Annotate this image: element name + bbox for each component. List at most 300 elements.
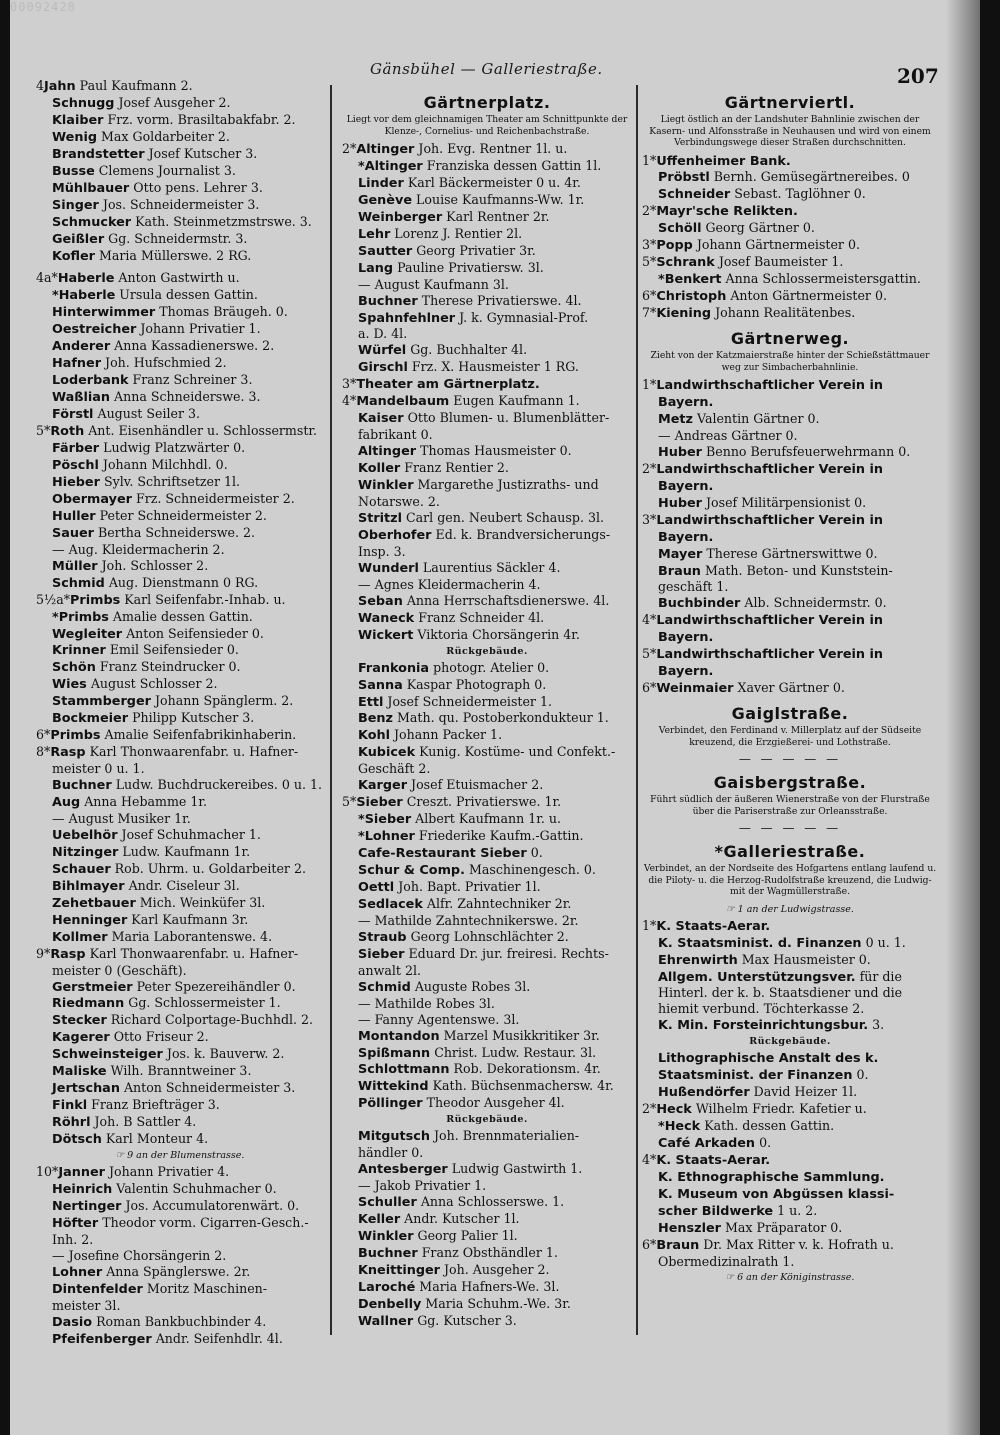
resident-details: Josef Schneidermeister 1.	[387, 693, 552, 709]
resident-name: Wenig	[52, 129, 97, 145]
directory-entry	[642, 1169, 938, 1186]
resident-name: Laroché	[358, 1279, 416, 1295]
resident-details: für die	[859, 968, 902, 984]
resident-name: Wunderl	[358, 560, 419, 576]
resident-details: Ed. k. Brandversicherungs-	[435, 526, 611, 542]
house-number: 5*	[342, 794, 357, 810]
resident-details: Joh. Hufschmied 2.	[105, 355, 227, 371]
resident-name: *Heck	[658, 1119, 701, 1135]
resident-name: Kohl	[358, 728, 390, 744]
resident-name: Popp	[656, 238, 693, 254]
rear-building-heading: Rückgebäude.	[446, 645, 528, 657]
directory-entry	[36, 609, 324, 626]
resident-name: Busse	[52, 163, 95, 179]
resident-name: Buchner	[358, 293, 418, 309]
directory-entry	[642, 478, 938, 495]
resident-details: Joh. Evg. Rentner 1l. u.	[418, 141, 568, 156]
resident-name: Mandelbaum	[356, 394, 450, 410]
directory-entry	[342, 443, 632, 460]
directory-entry	[342, 1061, 632, 1078]
street-description: Zieht von der Katzmaierstraße hinter der Schießstättmauer weg zur Simbacherbahnlinie.	[650, 350, 930, 373]
resident-details: Aug. Dienstmann 0 RG.	[108, 574, 259, 590]
house-number: 6*	[642, 1236, 657, 1252]
resident-details: Anton Schneidermeister 3.	[123, 1080, 296, 1096]
directory-entry	[642, 428, 938, 444]
resident-name: Schrank	[656, 255, 715, 271]
directory-entry	[342, 141, 632, 158]
resident-details: David Heizer 1l.	[753, 1084, 858, 1100]
directory-entry	[36, 1215, 324, 1232]
resident-details: 0 u. 1.	[865, 934, 906, 950]
resident-name: K. Ethnographische Sammlung.	[658, 1169, 885, 1185]
resident-details: Alfr. Zahntechniker 2r.	[426, 895, 572, 911]
resident-name: Roth	[50, 424, 85, 440]
resident-name: Schmid	[358, 979, 411, 995]
directory-entry	[342, 913, 632, 929]
directory-entry	[342, 946, 632, 963]
resident-name: Sedlacek	[358, 896, 423, 912]
resident-details: Carl gen. Neubert Schausp. 3l.	[406, 509, 604, 525]
resident-details: Andr. Seifenhdlr. 4l.	[155, 1330, 283, 1346]
resident-details: Amalie dessen Gattin.	[112, 608, 253, 624]
resident-details: Franziska dessen Gattin 1l.	[426, 157, 602, 173]
house-number: 3*	[342, 376, 357, 392]
directory-entry	[642, 153, 938, 170]
resident-details: Kath. Büchsenmachersw. 4r.	[432, 1078, 614, 1094]
resident-details: Anna Herrschaftsdienerswe. 4l.	[406, 592, 610, 608]
house-number: 4*	[342, 393, 357, 409]
resident-details: Anna Schneiderswe. 3.	[114, 389, 261, 405]
directory-entry	[36, 1097, 324, 1114]
resident-name: Keller	[358, 1212, 401, 1228]
resident-details: — Agnes Kleidermacherin 4.	[358, 576, 541, 592]
resident-name: Schauer	[52, 861, 111, 877]
resident-name: Schuller	[358, 1195, 417, 1211]
resident-details: 3.	[872, 1017, 885, 1033]
resident-details: Johann Spänglerm. 2.	[154, 693, 294, 709]
resident-name: Wies	[52, 677, 87, 693]
resident-details: Therese Privatierswe. 4l.	[421, 292, 582, 308]
resident-name: Bayern.	[658, 394, 714, 410]
resident-name: Henszler	[658, 1220, 721, 1236]
resident-details: Math. Beton- und Kunststein-	[704, 562, 893, 578]
resident-details: Inh. 2.	[52, 1231, 94, 1247]
resident-details: Mich. Weinküfer 3l.	[139, 894, 266, 910]
resident-details: Thomas Hausmeister 0.	[420, 443, 572, 459]
resident-details: Anton Gastwirth u.	[118, 270, 240, 286]
directory-entry	[342, 896, 632, 913]
resident-name: Heinrich	[52, 1182, 113, 1197]
resident-details: Georg Privatier 3r.	[416, 242, 536, 258]
resident-details: 0.	[759, 1135, 772, 1151]
directory-entry	[342, 544, 632, 560]
resident-name: Sieber	[356, 795, 403, 811]
directory-entry	[642, 529, 938, 546]
resident-details: Geschäft 2.	[358, 761, 431, 777]
house-number: 6*	[642, 288, 657, 304]
street-heading: Gaisbergstraße.	[713, 773, 867, 793]
directory-entry	[36, 1063, 324, 1080]
house-number: 1*	[642, 917, 657, 933]
resident-details: Obermedizinalrath 1.	[658, 1253, 795, 1269]
resident-name: Rasp	[50, 946, 86, 962]
directory-entry	[642, 1001, 938, 1017]
resident-name: Winkler	[358, 478, 414, 494]
resident-name: Braun	[656, 1237, 700, 1253]
resident-details: Johann Milchhdl. 0.	[102, 456, 228, 472]
resident-details: Sebast. Taglöhner 0.	[734, 186, 866, 202]
directory-entry	[36, 558, 324, 575]
resident-details: 0.	[856, 1067, 869, 1083]
resident-name: Karger	[358, 778, 408, 794]
directory-entry	[342, 410, 632, 427]
resident-details: photogr. Atelier 0.	[433, 659, 550, 675]
resident-details: Insp. 3.	[358, 543, 406, 559]
resident-details: 0.	[530, 845, 543, 861]
resident-name: Wegleiter	[52, 626, 123, 642]
directory-entry	[642, 563, 938, 580]
directory-entry	[36, 112, 324, 129]
resident-name: Schmucker	[52, 214, 132, 230]
resident-name: Bayern.	[658, 529, 714, 545]
resident-details: Otto Friseur 2.	[113, 1029, 209, 1045]
directory-entry	[36, 861, 324, 878]
resident-name: Sieber	[358, 946, 405, 962]
resident-details: Valentin Gärtner 0.	[697, 410, 820, 426]
resident-name: Winkler	[358, 1229, 414, 1245]
resident-name: scher Bildwerke	[658, 1203, 774, 1219]
directory-entry	[36, 231, 324, 248]
directory-entry	[36, 827, 324, 844]
resident-name: Café Arkaden	[658, 1136, 756, 1152]
resident-details: Franz Briefträger 3.	[91, 1097, 220, 1113]
directory-entry	[36, 525, 324, 542]
street-description: Verbindet, an der Nordseite des Hofgartens entlang laufend u. die Piloty- u. die Herzog-Rudolfstraße kreuzend, die Ludwig- mit der Wagmüllerstraße.	[643, 863, 937, 898]
directory-entry	[36, 844, 324, 861]
resident-details: Laurentius Säckler 4.	[422, 559, 561, 575]
resident-details: — Aug. Kleidermacherin 2.	[52, 541, 225, 557]
directory-entry	[642, 1237, 938, 1254]
directory-entry	[642, 1203, 938, 1220]
directory-entry	[342, 1211, 632, 1228]
directory-entry	[36, 676, 324, 693]
resident-name: Bayern.	[658, 630, 714, 646]
house-number: 2*	[642, 460, 657, 476]
directory-entry	[36, 197, 324, 214]
directory-entry	[642, 377, 938, 394]
house-number: 2*	[642, 203, 657, 219]
resident-details: Rob. Uhrm. u. Goldarbeiter 2.	[114, 860, 306, 876]
directory-entry	[342, 277, 632, 293]
directory-entry	[642, 969, 938, 986]
resident-name: Schöll	[658, 221, 702, 237]
directory-entry	[642, 680, 938, 697]
directory-entry	[642, 1084, 938, 1101]
resident-name: Kollmer	[52, 929, 108, 945]
resident-details: Margarethe Justizraths- und	[417, 477, 599, 493]
directory-entry	[36, 457, 324, 474]
resident-details: Benno Berufsfeuerwehrmann 0.	[706, 443, 911, 459]
resident-details: August Schlosser 2.	[90, 676, 218, 692]
resident-details: Frz. Schneidermeister 2.	[135, 490, 295, 506]
resident-name: Kofler	[52, 248, 95, 264]
directory-entry	[342, 577, 632, 593]
resident-details: Kunig. Kostüme- und Confekt.-	[419, 744, 616, 760]
directory-entry	[36, 777, 324, 794]
resident-details: Karl Kaufmann 3r.	[131, 911, 249, 927]
directory-entry	[342, 1145, 632, 1161]
directory-entry	[342, 1161, 632, 1178]
directory-entry	[342, 1012, 632, 1028]
separator-dashes: — — — — —	[738, 821, 842, 836]
resident-name: *Benkert	[658, 272, 722, 288]
resident-details: Josef Etuismacher 2.	[411, 777, 544, 793]
resident-name: Landwirthschaftlicher Verein in	[656, 512, 883, 528]
directory-entry	[342, 1095, 632, 1112]
resident-details: Jos. k. Bauverw. 2.	[166, 1046, 285, 1062]
directory-entry	[342, 342, 632, 359]
resident-name: Kneittinger	[358, 1262, 440, 1278]
resident-details: hiemit verbund. Töchterkasse 2.	[658, 1001, 865, 1017]
separator-dashes: — — — — —	[738, 752, 842, 767]
directory-entry	[342, 209, 632, 226]
resident-details: Frz. vorm. Brasiltabakfabr. 2.	[107, 111, 296, 127]
resident-details: — August Kaufmann 3l.	[358, 276, 509, 292]
directory-entry	[342, 1279, 632, 1296]
house-number: 7*	[642, 305, 657, 321]
resident-details: — Mathilde Zahntechnikerswe. 2r.	[358, 912, 579, 928]
directory-entry	[342, 963, 632, 979]
resident-details: Karl Rentner 2r.	[446, 208, 550, 224]
directory-entry	[342, 996, 632, 1012]
directory-entry	[342, 494, 632, 510]
directory-entry	[642, 305, 938, 322]
resident-details: Johann Realitätenbes.	[715, 305, 856, 321]
cross-reference-note: ☞ 6 an der Königinstrasse.	[725, 1271, 855, 1283]
resident-details: Andr. Kutscher 1l.	[404, 1211, 520, 1227]
resident-name: Sautter	[358, 243, 413, 259]
resident-details: Max Präparator 0.	[724, 1219, 843, 1235]
directory-entry	[642, 1186, 938, 1203]
resident-details: Albert Kaufmann 1r. u.	[415, 811, 561, 827]
resident-name: Finkl	[52, 1098, 88, 1114]
resident-details: Marzel Musikkritiker 3r.	[443, 1027, 600, 1043]
directory-entry	[642, 411, 938, 428]
house-number: 3*	[642, 237, 657, 253]
resident-details: Richard Colportage-Buchhdl. 2.	[110, 1012, 314, 1028]
resident-details: Gg. Schlossermeister 1.	[128, 995, 281, 1011]
directory-page	[10, 0, 980, 1435]
resident-details: Joh. B Sattler 4.	[94, 1114, 197, 1130]
resident-details: Georg Gärtner 0.	[705, 220, 815, 236]
resident-details: Otto Blumen- u. Blumenblätter-	[407, 410, 610, 426]
resident-details: Andr. Ciseleur 3l.	[128, 877, 240, 893]
resident-name: Denbelly	[358, 1296, 422, 1312]
column-left	[36, 78, 324, 1348]
resident-name: Schneider	[658, 187, 731, 203]
resident-details: Therese Gärtnerswittwe 0.	[706, 545, 878, 561]
resident-details: Anna Schlossermeistersgattin.	[725, 271, 921, 287]
directory-entry	[36, 963, 324, 979]
resident-name: Schnugg	[52, 95, 115, 111]
resident-name: Waneck	[358, 610, 415, 626]
directory-entry	[642, 595, 938, 612]
directory-entry	[36, 878, 324, 895]
resident-details: Karl Monteur 4.	[105, 1131, 209, 1147]
resident-details: Alb. Schneidermstr. 0.	[744, 595, 887, 611]
directory-entry	[36, 1198, 324, 1215]
resident-details: händler 0.	[358, 1145, 424, 1161]
resident-details: Ludw. Kaufmann 1r.	[122, 843, 251, 859]
directory-entry	[642, 203, 938, 220]
resident-details: — August Musiker 1r.	[52, 810, 191, 826]
resident-details: Jos. Schneidermeister 3.	[102, 196, 260, 212]
rear-building-heading: Rückgebäude.	[446, 1114, 528, 1126]
directory-entry	[642, 512, 938, 529]
directory-entry	[36, 946, 324, 963]
column-middle	[342, 86, 632, 1330]
resident-name: Lithographische Anstalt des k.	[658, 1051, 879, 1067]
resident-details: — Fanny Agentenswe. 3l.	[358, 1011, 520, 1027]
resident-name: Metz	[658, 411, 693, 427]
resident-name: Bayern.	[658, 478, 714, 494]
resident-details: Kaspar Photograph 0.	[406, 676, 547, 692]
directory-entry	[36, 1080, 324, 1097]
resident-details: Maschinengesch. 0.	[468, 862, 596, 878]
street-description: Liegt vor dem gleichnamigen Theater am Schnittpunkte der Klenze-, Cornelius- und Reichenbachstraße.	[346, 114, 628, 137]
resident-details: Hinterl. der k. b. Staatsdiener und die	[658, 985, 903, 1001]
directory-entry	[642, 394, 938, 411]
directory-entry	[642, 1254, 938, 1270]
street-heading: *Galleriestraße.	[714, 842, 866, 862]
resident-name: Hinterwimmer	[52, 305, 156, 321]
resident-name: *Primbs	[52, 609, 109, 625]
resident-details: Peter Schneidermeister 2.	[99, 507, 267, 523]
resident-details: Eugen Kaufmann 1.	[453, 393, 580, 409]
directory-entry	[642, 546, 938, 563]
directory-entry	[36, 929, 324, 946]
resident-name: Hieber	[52, 474, 100, 490]
resident-details: Johann Packer 1.	[394, 727, 503, 743]
resident-name: Mayr'sche Relikten.	[656, 204, 798, 220]
resident-name: Müller	[52, 558, 98, 574]
resident-name: Staatsminist. der Finanzen	[658, 1068, 853, 1084]
resident-details: geschäft 1.	[658, 579, 729, 595]
directory-entry	[36, 287, 324, 304]
resident-details: Jos. Accumulatorenwärt. 0.	[125, 1197, 300, 1213]
resident-details: Frz. X. Hausmeister 1 RG.	[411, 359, 579, 375]
directory-entry	[36, 389, 324, 406]
directory-entry	[342, 845, 632, 862]
resident-details: Karl Bäckermeister 0 u. 4r.	[407, 174, 581, 190]
resident-details: Johann Privatier 4.	[108, 1164, 230, 1180]
resident-name: Kagerer	[52, 1030, 110, 1046]
directory-entry	[342, 794, 632, 811]
resident-details: Ant. Eisenhändler u. Schlossermstr.	[88, 423, 318, 439]
directory-entry	[342, 1028, 632, 1045]
directory-entry	[36, 1012, 324, 1029]
directory-entry	[342, 560, 632, 577]
resident-details: Maria Hafners-We. 3l.	[419, 1278, 560, 1294]
house-number: 5*	[642, 646, 657, 662]
directory-entry	[36, 811, 324, 827]
resident-details: Ursula dessen Gattin.	[119, 287, 258, 303]
directory-entry	[342, 811, 632, 828]
directory-entry	[342, 460, 632, 477]
street-heading: Gaiglstraße.	[731, 704, 849, 724]
resident-details: Franz Obsthändler 1.	[421, 1245, 558, 1260]
resident-details: Dr. Max Ritter v. k. Hofrath u.	[703, 1236, 894, 1252]
resident-name: *Lohner	[358, 829, 415, 845]
resident-details: Moritz Maschinen-	[146, 1280, 268, 1296]
resident-name: Obermayer	[52, 491, 132, 507]
directory-entry	[342, 1296, 632, 1313]
resident-name: Primbs	[50, 728, 101, 744]
resident-details: — Andreas Gärtner 0.	[658, 427, 798, 443]
resident-name: Montandon	[358, 1028, 440, 1044]
resident-name: Wittekind	[358, 1079, 429, 1095]
directory-entry	[342, 1245, 632, 1262]
resident-name: Linder	[358, 175, 404, 191]
resident-details: Josef Baumeister 1.	[718, 254, 844, 270]
resident-name: Gerstmeier	[52, 979, 133, 995]
resident-details: Ludw. Buchdruckereibes. 0 u. 1.	[115, 777, 323, 793]
directory-entry	[36, 979, 324, 996]
resident-name: Anderer	[52, 339, 111, 355]
resident-details: Math. qu. Postoberkondukteur 1.	[397, 710, 609, 726]
directory-entry	[342, 477, 632, 494]
directory-entry	[36, 270, 324, 287]
directory-entry	[36, 995, 324, 1012]
resident-name: Loderbank	[52, 373, 129, 389]
directory-entry	[36, 575, 324, 592]
directory-entry	[642, 1101, 938, 1118]
resident-name: K. Staats-Aerar.	[656, 918, 771, 934]
resident-details: Joh. Schlosser 2.	[101, 557, 209, 573]
directory-entry	[642, 186, 938, 203]
resident-details: meister 0 (Geschäft).	[52, 962, 187, 978]
resident-details: Theodor Ausgeher 4l.	[426, 1095, 565, 1111]
resident-name: Allgem. Unterstützungsver.	[658, 969, 856, 985]
resident-name: Genève	[358, 192, 412, 208]
resident-name: Straub	[358, 929, 407, 945]
directory-entry	[36, 1298, 324, 1314]
directory-entry	[36, 163, 324, 180]
directory-entry	[342, 376, 632, 393]
directory-entry	[36, 423, 324, 440]
resident-details: — Jakob Privatier 1.	[358, 1178, 487, 1194]
resident-name: Röhrl	[52, 1115, 91, 1131]
house-number: 1*	[642, 152, 657, 168]
directory-entry	[342, 192, 632, 209]
directory-entry	[342, 694, 632, 711]
resident-details: Wilh. Branntweiner 3.	[110, 1063, 252, 1079]
resident-details: Xaver Gärtner 0.	[737, 680, 845, 696]
house-number: 1*	[642, 377, 657, 393]
directory-entry	[36, 693, 324, 710]
directory-entry	[36, 895, 324, 912]
resident-name: Klaiber	[52, 112, 104, 128]
directory-entry	[36, 912, 324, 929]
directory-entry	[36, 761, 324, 777]
directory-entry	[342, 929, 632, 946]
resident-name: Riedmann	[52, 996, 125, 1012]
resident-details: Anna Schlosserswe. 1.	[420, 1194, 565, 1210]
directory-entry	[36, 1248, 324, 1264]
house-number: 3*	[642, 511, 657, 527]
resident-details: anwalt 2l.	[358, 962, 422, 978]
resident-details: fabrikant 0.	[358, 427, 433, 443]
